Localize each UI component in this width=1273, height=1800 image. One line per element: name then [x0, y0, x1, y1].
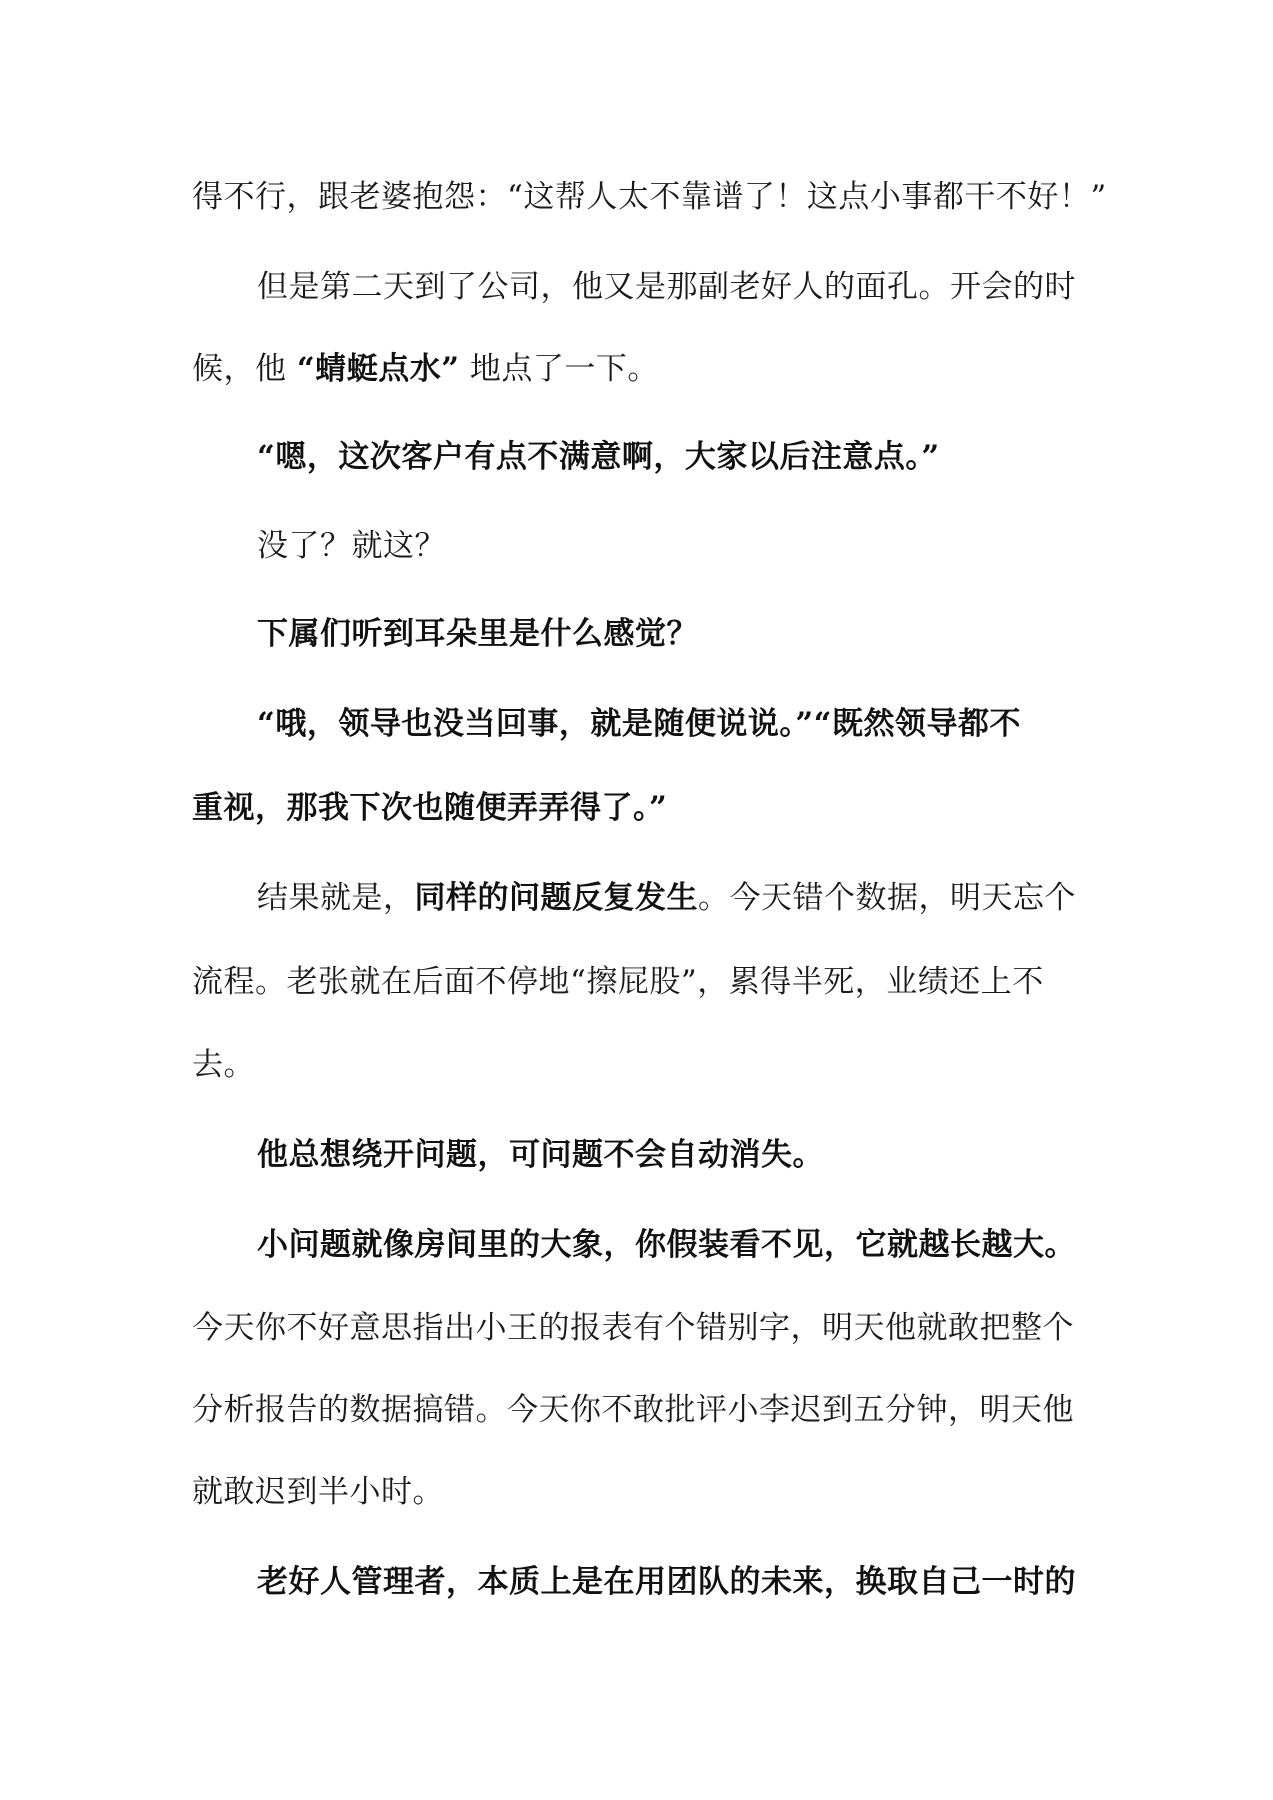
text-run: 得不行，跟老婆抱怨：“这帮人太不靠谱了！这点小事都干不好！” [192, 179, 1107, 215]
bold-text-run: 下属们听到耳朵里是什么感觉？ [257, 616, 698, 652]
text-run: 去。 [192, 1047, 255, 1083]
text-line [257, 262, 1157, 312]
text-line [192, 172, 1107, 222]
bold-text-line [257, 1220, 1157, 1270]
bold-text-line [257, 432, 1157, 482]
text-run: 。今天错个数据，明天忘个 [698, 880, 1076, 916]
bold-text-run: 他总想绕开问题，可问题不会自动消失。 [257, 1137, 824, 1173]
text-run: 但是第二天到了公司，他又是那副老好人的面孔。开会的时 [257, 269, 1076, 305]
bold-text-run: 小问题就像房间里的大象，你假装看不见，它就越长越大。 [257, 1227, 1076, 1263]
bold-text-run: “蜻蜓点水” [296, 351, 460, 387]
text-line [257, 873, 1157, 923]
bold-text-run: 重视，那我下次也随便弄弄得了。” [192, 790, 668, 826]
text-run: 就敢迟到半小时。 [192, 1474, 444, 1510]
text-line [192, 344, 1092, 394]
text-line [192, 1385, 1092, 1435]
text-run: 没了？就这？ [257, 528, 446, 564]
text-line [192, 1467, 1092, 1517]
text-run: 地点了一下。 [459, 351, 659, 387]
bold-text-line [257, 699, 1157, 749]
bold-text-run: 同样的问题反复发生 [414, 880, 698, 916]
bold-text-run: “嗯，这次客户有点不满意啊，大家以后注意点。” [257, 439, 940, 475]
bold-text-run: “哦，领导也没当回事，就是随便说说。”“既然领导都不 [257, 706, 1021, 742]
text-line [192, 1303, 1092, 1353]
text-line [257, 521, 1157, 571]
text-run: 分析报告的数据搞错。今天你不敢批评小李迟到五分钟，明天他 [192, 1392, 1074, 1428]
bold-text-run: 老好人管理者，本质上是在用团队的未来，换取自己一时的 [257, 1564, 1076, 1600]
bold-text-line [192, 783, 1092, 833]
text-line [192, 957, 1092, 1007]
bold-text-line [257, 1130, 1157, 1180]
text-run: 结果就是， [257, 880, 415, 916]
bold-text-line [257, 609, 1157, 659]
text-run: 候，他 [192, 351, 297, 387]
text-run: 今天你不好意思指出小王的报表有个错别字，明天他就敢把整个 [192, 1310, 1074, 1346]
text-line [192, 1040, 1092, 1090]
bold-text-line [257, 1557, 1157, 1607]
text-run: 流程。老张就在后面不停地“擦屁股”，累得半死，业绩还上不 [192, 964, 1044, 1000]
